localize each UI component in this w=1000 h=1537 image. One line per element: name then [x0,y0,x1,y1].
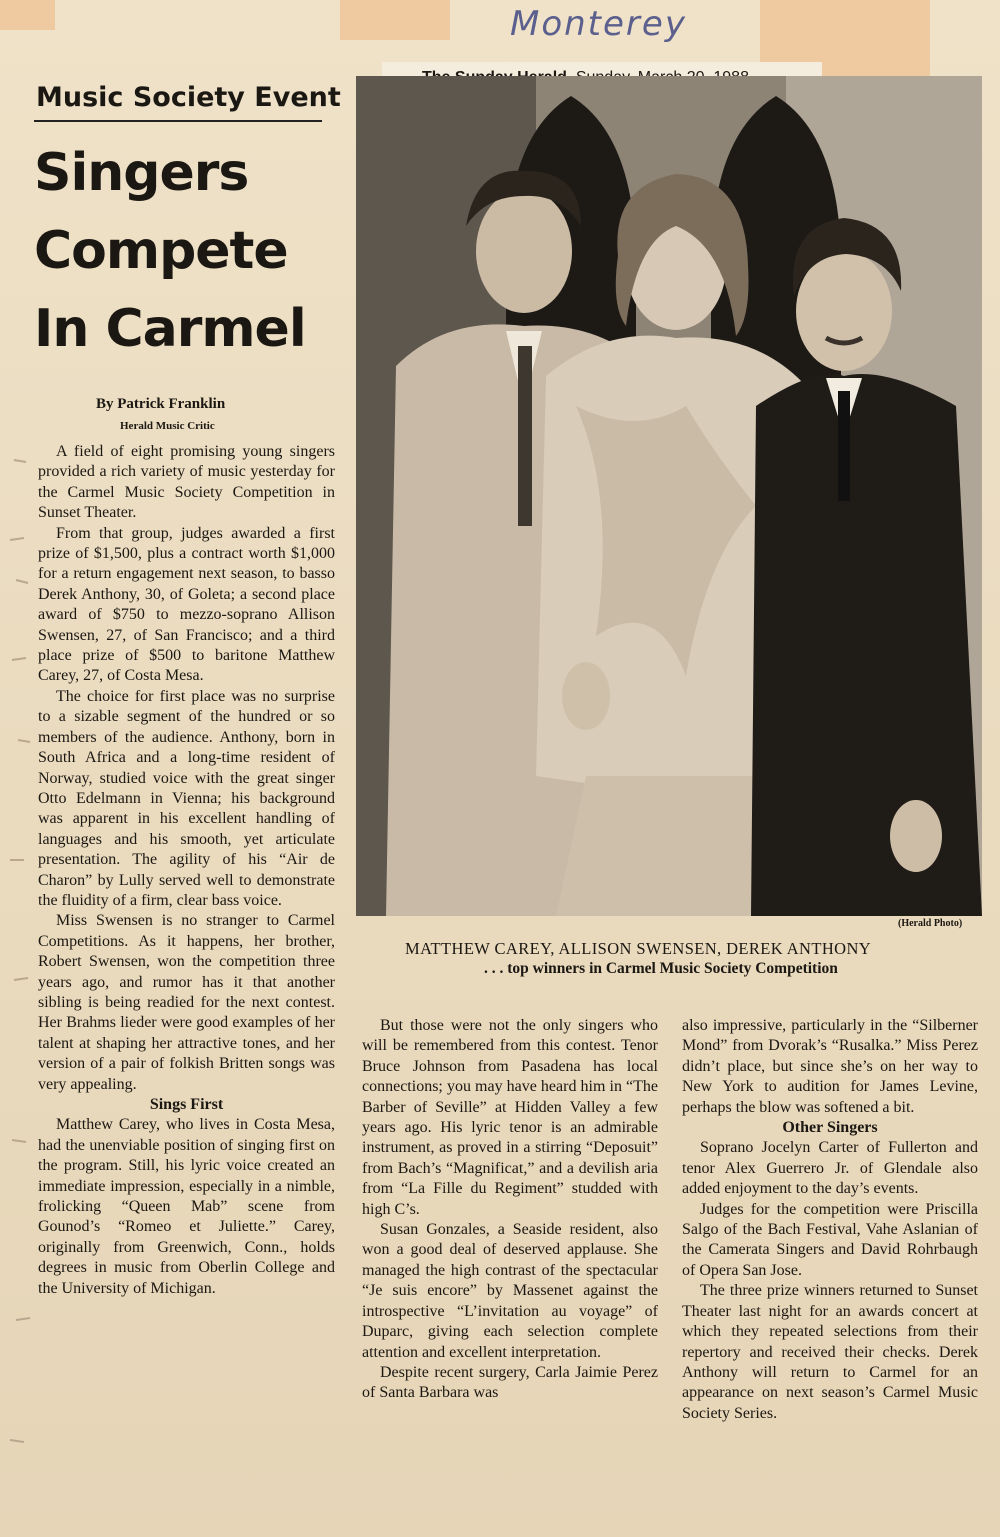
paper-edge-marks [4,440,34,1490]
paragraph: The choice for first place was no surprise to a sizable segment of the hundred or so members of the audience. Anthony, born in South Africa and a long-time resident of Norway, studied voice with the great singer Otto Edelmann in Vienna; his background was apparent in his excellent handling of languages and his smooth, yet articulate presentation. The agility of his “Air de Charon” by Lully served well to demonstrate the fluidity of a firm, clear bass voice. [38,687,335,909]
paragraph: Miss Swensen is no stranger to Carmel Competitions. As it happens, her brother, Robert Swensen, won the competition three years ago, and rumor has it that another sibling is being readied for the next contest. Her Brahms lieder were good examples of her talent at shaping her attractive tones, and her version of a pair of folkish Britten songs was very appealing. [38,912,335,1093]
section-kicker: Music Society Event [36,82,341,113]
paragraph: Susan Gonzales, a Seaside resident, also won a good deal of deserved applause. She managed the high contrast of the spectacular “Je suis encore” by Massenet against the introspective “L’invitation au voyage” of Duparc, giving each selection complete attention and excellent interpretation. [362,1221,658,1361]
paragraph: Despite recent surgery, Carla Jaimie Perez of Santa Barbara was [362,1363,658,1402]
article-column-2 [362,1016,658,1404]
article-column-3 [682,1016,978,1424]
byline: By Patrick Franklin [96,396,226,412]
paragraph: also impressive, particularly in the “Silberner Mond” from Dvorak’s “Rusalka.” Miss Perez didn’t place, but since she’s on her way to New York to audition for James Levine, perhaps the blow was softened a bit. [682,1017,978,1116]
paragraph: But those were not the only singers who will be remembered from this contest. Tenor Bruce Johnson from Pasadena has local connections; you may have heard him in “The Barber of Seville” at Hidden Valley a few years ago. His lyric tenor is an admirable instrument, as proved in a stirring “Deposuit” from Bach’s “Magnificat,” and a devilish aria from “La Fille du Regiment” studded with high C’s. [362,1017,658,1218]
byline-title: Herald Music Critic [120,420,215,432]
tape-strip [340,0,450,40]
paragraph: Soprano Jocelyn Carter of Fullerton and tenor Alex Guerrero Jr. of Glendale also added enjoyment to the day’s events. [682,1139,978,1198]
tape-strip [0,0,55,30]
photo-credit: (Herald Photo) [898,918,963,929]
photo-caption-detail: . . . top winners in Carmel Music Society Competition [484,960,838,977]
group-photo [356,76,982,916]
headline-line: Compete [34,221,288,281]
paragraph: From that group, judges awarded a first prize of $1,500, plus a contract worth $1,000 for a return engagement next season, to basso Derek Anthony, 30, of Goleta; a second place award of $750 to mezzo-soprano Allison Swensen, 27, of San Francisco; and a third place prize of $500 to baritone Matthew Carey, 27, of Costa Mesa. [38,524,335,685]
paragraph: Matthew Carey, who lives in Costa Mesa, had the unenviable position of singing first on the program. Still, his lyric voice created an immediate impression, especially in a nimble, frolicking “Queen Mab” scene from Gounod’s “Romeo et Juliette.” Carey, originally from Greenwich, Conn., holds degrees in music from Oberlin College and the University of Michigan. [38,1116,335,1297]
kicker-rule [34,120,322,122]
paragraph: The three prize winners returned to Sunset Theater last night for an awards concert at which they repeated selections from their repertory and received their checks. Derek Anthony will return to Carmel for an appearance on next season’s Carmel Music Society Series. [682,1282,978,1422]
photo-caption-names: MATTHEW CAREY, ALLISON SWENSEN, DEREK ANTHONY [405,939,872,958]
article-column-1 [38,442,335,1299]
headline-line: Singers [34,143,249,203]
paragraph: A field of eight promising young singers provided a rich variety of music yesterday for the Carmel Music Society Competition in Sunset Theater. [38,443,335,522]
headline-line: In Carmel [34,299,306,359]
headline [34,134,354,368]
subhead-sings-first: Sings First [149,1096,224,1113]
paragraph: Judges for the competition were Priscilla Salgo of the Bach Festival, Vahe Aslanian of the Camerata Singers and David Rohrbaugh of Opera San Jose. [682,1200,978,1279]
subhead-other-singers: Other Singers [782,1119,878,1137]
photo-illustration [356,76,982,916]
handwritten-note: Monterey [510,4,687,44]
